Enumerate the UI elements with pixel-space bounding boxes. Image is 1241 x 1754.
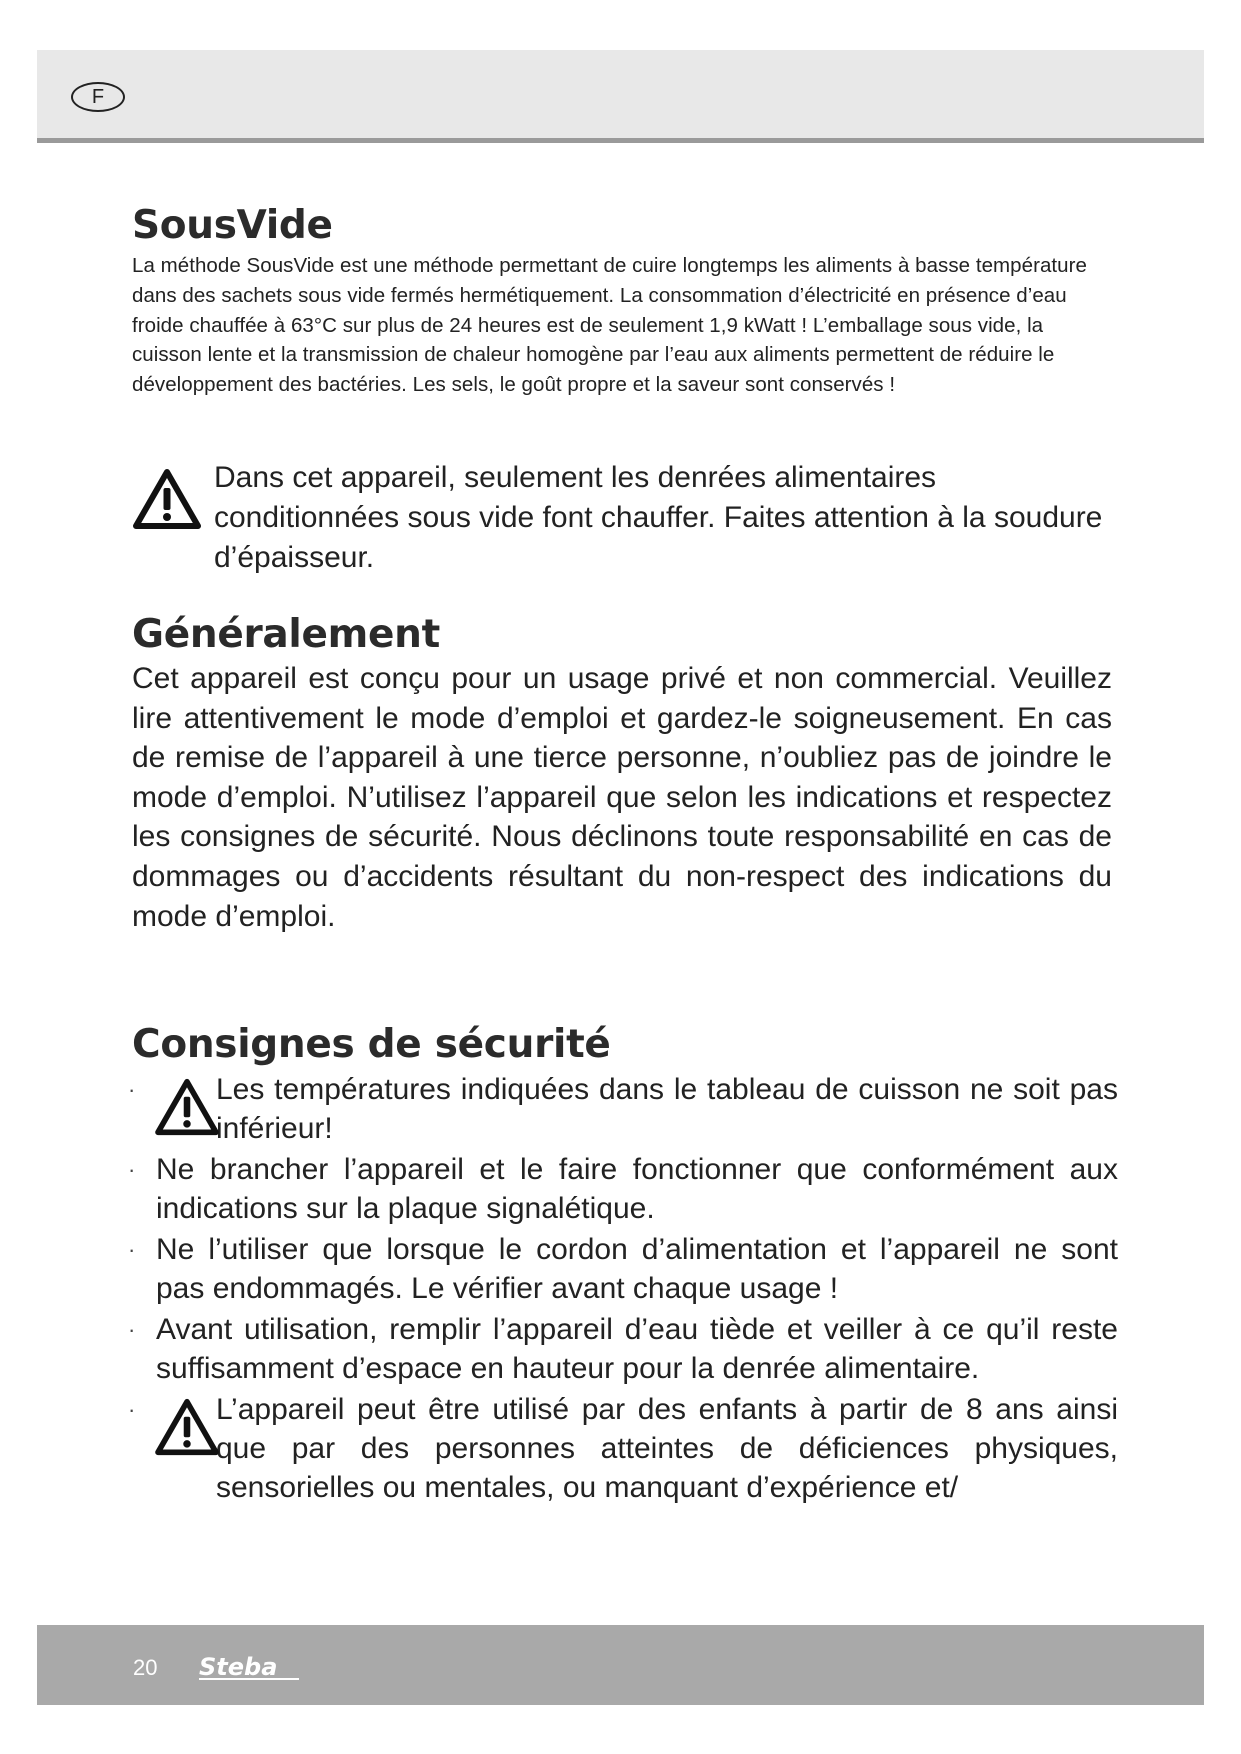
bullet: · bbox=[128, 1077, 136, 1102]
list-item-text: L’appareil peut être utilisé par des enfants à partir de 8 ans ainsi que par des personnes atteintes de déficiences physiques, sensorielles ou mentales, ou manquant d’expérience et/ bbox=[216, 1393, 1118, 1504]
section-title-sousvide: SousVide bbox=[132, 203, 333, 248]
warning-triangle-icon bbox=[154, 1398, 220, 1456]
steba-logo bbox=[195, 1651, 315, 1685]
warning-triangle-icon bbox=[132, 468, 202, 530]
warning-text: Dans cet appareil, seulement les denrées alimentaires conditionnées sous vide font chauffer. Faites attention à la soudure d’épaisseur. bbox=[214, 461, 1103, 574]
brand-text: Steba bbox=[199, 1653, 278, 1681]
list-item bbox=[128, 1070, 1118, 1148]
list-item-text: Ne l’utiliser que lorsque le cordon d’alimentation et l’appareil ne sont pas endommagés. Le vérifier avant chaque usage ! bbox=[156, 1233, 1118, 1305]
language-badge: F bbox=[71, 82, 125, 112]
bullet: · bbox=[128, 1157, 136, 1182]
list-item bbox=[128, 1310, 1118, 1388]
bullet: · bbox=[128, 1237, 136, 1262]
section-title-general: Généralement bbox=[132, 612, 440, 657]
page-header-band bbox=[37, 50, 1204, 143]
safety-list bbox=[128, 1070, 1118, 1509]
list-item-text: Avant utilisation, remplir l’appareil d’eau tiède et veiller à ce qu’il reste suffisamment d’espace en hauteur pour la denrée alimentaire. bbox=[156, 1313, 1118, 1385]
list-item bbox=[128, 1230, 1118, 1308]
bullet: · bbox=[128, 1317, 136, 1342]
section-title-safety: Consignes de sécurité bbox=[132, 1022, 611, 1067]
bullet: · bbox=[128, 1397, 136, 1422]
list-item-text: Ne brancher l’appareil et le faire fonctionner que conformément aux indications sur la plaque signalétique. bbox=[156, 1153, 1118, 1225]
section-body-general: Cet appareil est conçu pour un usage privé et non commercial. Veuillez lire attentivement le mode d’emploi et gardez-le soigneusement. En cas de remise de l’appareil à une tierce personne, n’oubliez pas de joindre le mode d’emploi. N’utilisez l’appareil que selon les indications et respectez les consignes de sécurité. Nous déclinons toute responsabilité en cas de dommages ou d’accidents résultant du non-respect des indications du mode d’emploi. bbox=[132, 662, 1112, 933]
section-body-sousvide: La méthode SousVide est une méthode permettant de cuire longtemps les aliments à basse température dans des sachets sous vide fermés hermétiquement. La consommation d’électricité en présence d’eau froide chauffée à 63°C sur plus de 24 heures est de seulement 1,9 kWatt ! L’emballage sous vide, la cuisson lente et la transmission de chaleur homogène par l’eau aux aliments permettent de réduire le développement des bactéries. Les sels, le goût propre et la saveur sont conservés ! bbox=[132, 254, 1087, 397]
page-footer-band bbox=[37, 1625, 1204, 1705]
warning-triangle-icon bbox=[154, 1078, 220, 1136]
page-number: 20 bbox=[133, 1655, 158, 1680]
list-item bbox=[128, 1390, 1118, 1507]
list-item bbox=[128, 1150, 1118, 1228]
list-item-text: Les températures indiquées dans le tableau de cuisson ne soit pas inférieur! bbox=[216, 1073, 1118, 1145]
